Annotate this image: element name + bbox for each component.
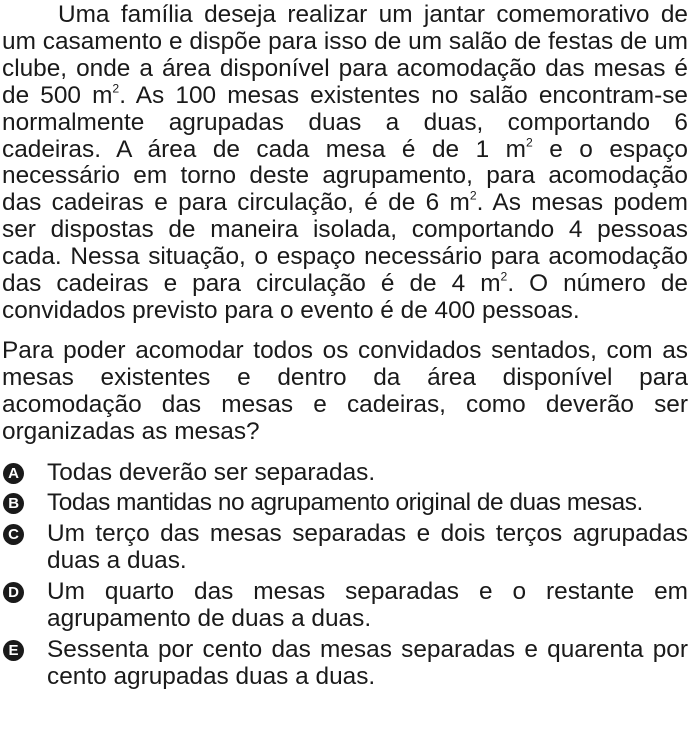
option-text: Sessenta por cento das mesas separadas e quarenta por cento agrupadas duas a duas. xyxy=(47,635,688,690)
exponent: 2 xyxy=(500,269,508,284)
option-text: Todas mantidas no agrupamento original de duas mesas. xyxy=(47,489,643,517)
stem-text-5: . O número de convidados previsto para o evento é de 400 pessoas. xyxy=(2,270,688,324)
option-text: Um terço das mesas separadas e dois terços agrupadas duas a duas. xyxy=(47,520,688,575)
stem-text-3: e o espaço necessário em torno deste agrupamento, para acomodação das cadeiras e para circulação, é de 6 m xyxy=(2,135,688,217)
option-letter-badge: B xyxy=(3,493,24,514)
stem-text-2: . As 100 mesas existentes no salão encontram-se normalmente agrupadas duas a duas, comportando 6 cadeiras. A área de cada mesa é de 1 m xyxy=(2,81,688,163)
exponent: 2 xyxy=(112,81,120,96)
option-letter-badge: C xyxy=(3,524,24,545)
option-text: Um quarto das mesas separadas e o restante em agrupamento de duas a duas. xyxy=(47,578,688,633)
stem-text-1: Uma família deseja realizar um jantar comemorativo de um casamento e dispõe para isso de um salão de festas de um clube, onde a área disponível para acomodação das mesas é de 500 m xyxy=(2,1,688,109)
option-letter-badge: E xyxy=(3,640,24,661)
stem-text-4: . As mesas podem ser dispostas de maneira isolada, comportando 4 pessoas cada. Nessa situação, o espaço necessário para acomodação das cadeiras e para circulação é de 4 m xyxy=(2,189,688,298)
option-c[interactable] xyxy=(2,521,688,575)
option-letter-badge: D xyxy=(3,582,24,603)
option-text: Todas deverão ser separadas. xyxy=(47,458,376,486)
option-e[interactable] xyxy=(2,637,688,691)
option-letter-badge: A xyxy=(3,463,24,484)
exponent: 2 xyxy=(525,135,533,150)
question-page xyxy=(2,2,688,695)
question-prompt: Para poder acomodar todos os convidados sentados, com as mesas existentes e dentro da área disponível para acomodação das mesas e cadeiras, como deverão ser organizadas as mesas? xyxy=(2,336,688,445)
option-a[interactable] xyxy=(2,460,688,487)
option-b[interactable] xyxy=(2,490,688,517)
question-stem xyxy=(2,2,688,325)
answer-options xyxy=(2,460,688,691)
option-d[interactable] xyxy=(2,579,688,633)
exponent: 2 xyxy=(469,188,477,203)
